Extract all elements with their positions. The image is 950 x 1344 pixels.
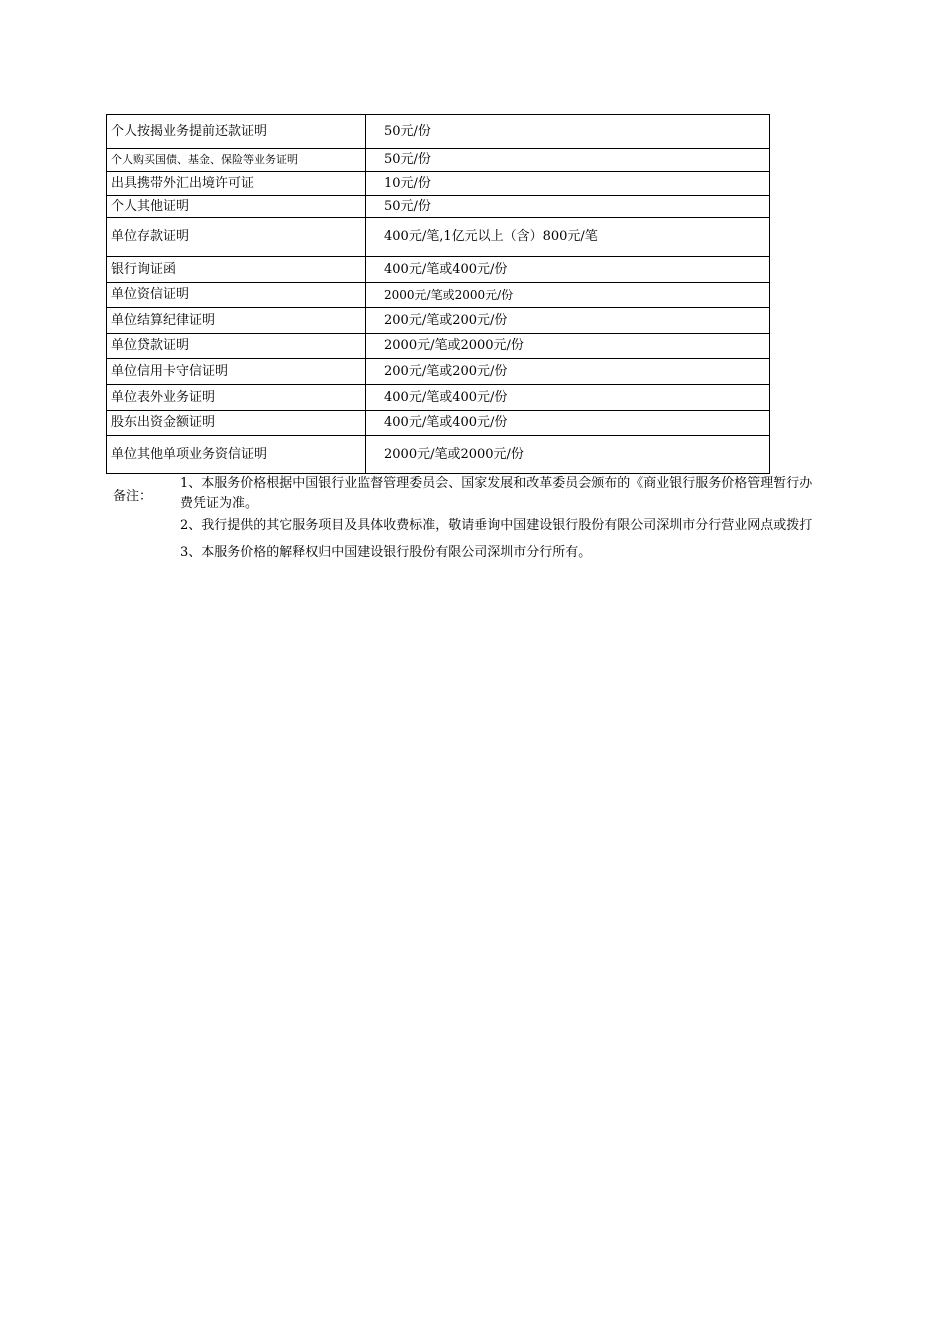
table-row: [107, 115, 770, 149]
table-row: [107, 334, 770, 359]
service-name-cell: 个人其他证明: [107, 196, 366, 218]
price-cell: 50元/份: [366, 196, 770, 218]
service-name-cell: 个人按揭业务提前还款证明: [107, 115, 366, 149]
remarks-label: 备注：: [113, 489, 153, 504]
service-name-cell: 单位贷款证明: [107, 334, 366, 359]
price-cell: 200元/笔或200元/份: [366, 359, 770, 385]
table-row: [107, 436, 770, 474]
price-cell: 400元/笔或400元/份: [366, 411, 770, 436]
service-name-cell: 单位结算纪律证明: [107, 308, 366, 334]
service-name-cell: 个人购买国债、基金、保险等业务证明: [107, 149, 366, 172]
price-cell: 2000元/笔或2000元/份: [366, 436, 770, 474]
remark-note-1: 1、本服务价格根据中国银行业监督管理委员会、国家发展和改革委员会颁布的《商业银行服务价格管理暂行办: [180, 476, 813, 491]
service-name-cell: 单位信用卡守信证明: [107, 359, 366, 385]
price-cell: 400元/笔,1亿元以上（含）800元/笔: [366, 218, 770, 257]
service-name-cell: 出具携带外汇出境许可证: [107, 172, 366, 196]
service-name-cell: 单位存款证明: [107, 218, 366, 257]
remark-note-1-continuation: 费凭证为准。: [180, 496, 259, 511]
table-row: [107, 257, 770, 283]
service-name-cell: 单位资信证明: [107, 283, 366, 308]
fee-table: [106, 114, 770, 474]
table-row: [107, 411, 770, 436]
price-cell: 50元/份: [366, 115, 770, 149]
price-cell: 400元/笔或400元/份: [366, 257, 770, 283]
table-row: [107, 149, 770, 172]
table-row: [107, 196, 770, 218]
remark-note-3: 3、本服务价格的解释权归中国建设银行股份有限公司深圳市分行所有。: [180, 545, 592, 560]
table-row: [107, 308, 770, 334]
table-row: [107, 359, 770, 385]
table-row: [107, 283, 770, 308]
table-row: [107, 385, 770, 411]
service-name-cell: 银行询证函: [107, 257, 366, 283]
price-cell: 2000元/笔或2000元/份: [366, 283, 770, 308]
price-cell: 10元/份: [366, 172, 770, 196]
service-name-cell: 单位表外业务证明: [107, 385, 366, 411]
price-cell: 50元/份: [366, 149, 770, 172]
price-cell: 400元/笔或400元/份: [366, 385, 770, 411]
table-row: [107, 218, 770, 257]
price-cell: 2000元/笔或2000元/份: [366, 334, 770, 359]
service-name-cell: 单位其他单项业务资信证明: [107, 436, 366, 474]
price-cell: 200元/笔或200元/份: [366, 308, 770, 334]
service-name-cell: 股东出资金额证明: [107, 411, 366, 436]
table-row: [107, 172, 770, 196]
remark-note-2: 2、我行提供的其它服务项目及具体收费标准，敬请垂询中国建设银行股份有限公司深圳市分行营业网点或拨打: [180, 518, 813, 533]
